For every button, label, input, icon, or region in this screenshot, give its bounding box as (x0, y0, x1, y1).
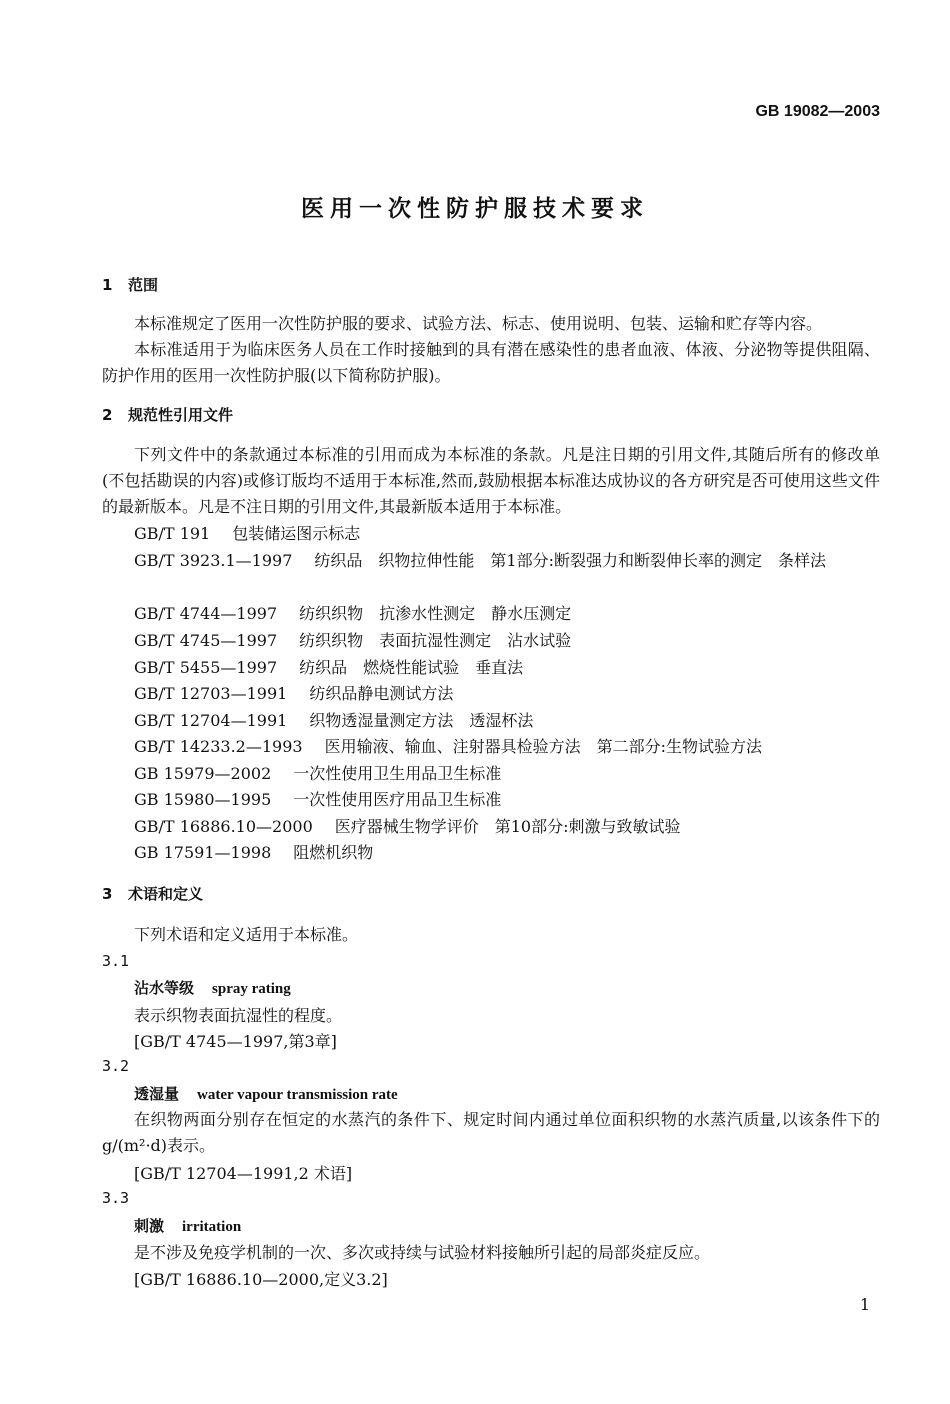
reference-item: GB 17591—1998 阻燃机织物 (134, 843, 374, 862)
section-title: 范围 (128, 276, 159, 294)
reference-item: GB 15980—1995 一次性使用医疗用品卫生标准 (134, 790, 502, 809)
term-zh: 沾水等级 (134, 979, 195, 997)
reference-item: GB/T 191 包装储运图示标志 (134, 524, 361, 543)
term-heading (134, 1083, 398, 1104)
paragraph: 本标准规定了医用一次性防护服的要求、试验方法、标志、使用说明、包装、运输和贮存等内容。 (134, 314, 823, 333)
section-title: 规范性引用文件 (128, 406, 234, 424)
standard-number: GB 19082—2003 (755, 103, 880, 120)
reference-item: GB/T 12703—1991 纺织品静电测试方法 (134, 684, 454, 703)
section-3-intro: 下列术语和定义适用于本标准。 (134, 925, 359, 944)
term-zh: 刺激 (134, 1217, 165, 1235)
reference-item: GB 15979—2002 一次性使用卫生用品卫生标准 (134, 764, 502, 783)
paragraph: 本标准适用于为临床医务人员在工作时接触到的具有潜在感染性的患者血液、体液、分泌物等提供阻隔、防护作用的医用一次性防护服(以下简称防护服)。 (102, 340, 880, 385)
page-number: 1 (859, 1295, 870, 1314)
term-number: 3.1 (102, 952, 130, 970)
reference-item: GB/T 5455—1997 纺织品 燃烧性能试验 垂直法 (134, 658, 524, 677)
term-zh: 透湿量 (134, 1085, 180, 1103)
section-number: 2 (102, 406, 113, 424)
term-definition: 在织物两面分别存在恒定的水蒸汽的条件下、规定时间内通过单位面积织物的水蒸汽质量,以该条件下的g/(m²·d)表示。 (102, 1110, 880, 1155)
reference-item: GB/T 3923.1—1997 纺织品 织物拉伸性能 第1部分:断裂强力和断裂伸长率的测定 条样法 (134, 551, 826, 570)
term-heading (134, 977, 291, 998)
term-source: [GB/T 4745—1997,第3章] (134, 1032, 337, 1051)
term-en: water vapour transmission rate (197, 1087, 398, 1103)
section-number: 1 (102, 276, 113, 294)
term-number: 3.3 (102, 1189, 130, 1207)
paragraph: 下列文件中的条款通过本标准的引用而成为本标准的条款。凡是注日期的引用文件,其随后所有的修改单(不包括勘误的内容)或修订版均不适用于本标准,然而,鼓励根据本标准达成协议的各方研究是否可使用这些文件的最新版本。凡是不注日期的引用文件,其最新版本适用于本标准。 (102, 445, 880, 516)
term-heading (134, 1215, 241, 1236)
reference-item: GB/T 12704—1991 织物透湿量测定方法 透湿杯法 (134, 711, 534, 730)
term-en: spray rating (212, 981, 291, 997)
section-heading-3 (102, 883, 203, 904)
reference-item: GB/T 4745—1997 纺织织物 表面抗湿性测定 沾水试验 (134, 631, 572, 650)
reference-item: GB/T 16886.10—2000 医疗器械生物学评价 第10部分:刺激与致敏试验 (134, 817, 681, 836)
section-heading-1 (102, 274, 158, 295)
reference-item: GB/T 4744—1997 纺织织物 抗渗水性测定 静水压测定 (134, 604, 572, 623)
section-number: 3 (102, 885, 113, 903)
section-2-intro (102, 442, 880, 520)
term-number: 3.2 (102, 1057, 130, 1075)
term-source: [GB/T 16886.10—2000,定义3.2] (134, 1270, 388, 1289)
reference-item: GB/T 14233.2—1993 医用输液、输血、注射器具检验方法 第二部分:生物试验方法 (134, 737, 762, 756)
term-definition: 表示织物表面抗湿性的程度。 (134, 1006, 343, 1025)
section-1-body (102, 311, 880, 389)
term-definition: 是不涉及免疫学机制的一次、多次或持续与试验材料接触所引起的局部炎症反应。 (134, 1243, 711, 1262)
section-title: 术语和定义 (128, 885, 204, 903)
term-source: [GB/T 12704—1991,2 术语] (134, 1164, 353, 1183)
document-title: 医用一次性防护服技术要求 (301, 196, 649, 222)
section-heading-2 (102, 404, 233, 425)
term-en: irritation (182, 1219, 242, 1235)
